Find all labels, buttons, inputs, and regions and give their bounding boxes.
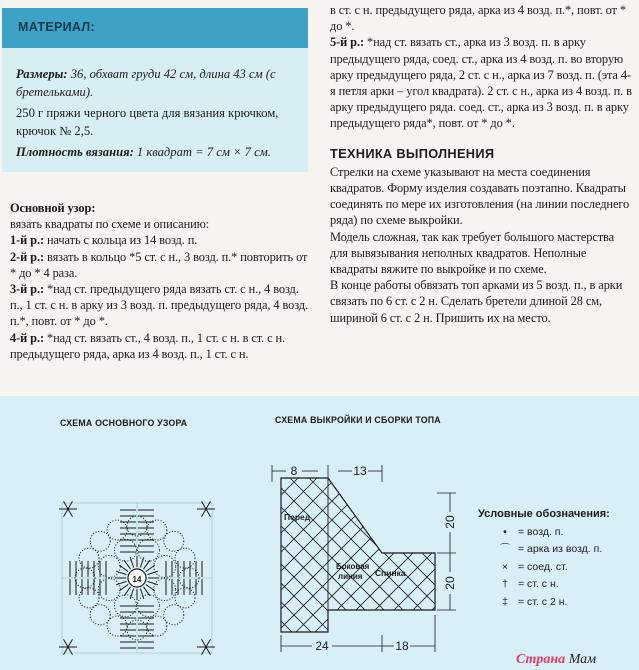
pattern-title: Основной узор:	[10, 201, 96, 215]
pattern-intro: вязать квадраты по схеме и описанию:	[10, 217, 210, 232]
legend-row: † = ст. с н.	[478, 576, 610, 594]
stitch-diagram-title: СХЕМА ОСНОВНОГО УЗОРА	[60, 418, 188, 428]
grid-line	[81, 478, 241, 638]
corner-burst	[68, 509, 73, 517]
row-1: 1-й р.: начать с кольца из 14 возд. п.	[10, 233, 198, 248]
technique-title: ТЕХНИКА ВЫПОЛНЕНИЯ	[330, 145, 495, 161]
legend-arc-icon: ⌒	[499, 543, 511, 555]
corner-burst	[206, 501, 211, 509]
stitch-radial	[124, 560, 130, 569]
sizes-label: Размеры:	[16, 67, 68, 81]
legend-slip-stitch-icon: ×	[501, 560, 509, 573]
corner-burst	[202, 509, 207, 517]
stitch-radial	[116, 581, 126, 584]
grid-line	[214, 478, 374, 638]
row-4-cont: в ст. с н. предыдущего ряда, арка из 4 возд. п.*, повт. от * до *.	[330, 3, 626, 34]
inner-arch	[98, 556, 120, 578]
stitch-radial	[144, 587, 150, 596]
label-side-2: линия	[338, 572, 363, 581]
grid-line	[328, 478, 488, 638]
grid-line	[613, 478, 639, 638]
stitch-diagram	[59, 501, 215, 655]
grid-line	[233, 478, 393, 638]
stitch-radial	[140, 589, 143, 599]
corner-burst	[206, 639, 211, 647]
dim-24: 24	[315, 639, 329, 653]
corner-burst	[206, 647, 211, 655]
corner-burst	[68, 647, 73, 655]
corner-burst	[202, 639, 207, 647]
chain-arch	[147, 520, 167, 540]
inner-arch	[98, 579, 120, 601]
yarn-line: 250 г пряжи черного цвета для вязания крючком, крючок № 2,5.	[16, 106, 279, 138]
technique-p2: Модель сложная, так как требует большого мастерства для вывязывания неполных квадратов. Неполные квадраты вяжите по выкройке и по схеме.	[330, 229, 615, 277]
grid-line	[100, 478, 260, 638]
chain-arch	[107, 616, 127, 636]
label-back: Спинка	[375, 568, 406, 578]
stitch-radial	[144, 560, 150, 569]
inner-arch	[138, 539, 160, 561]
chain-arch	[147, 616, 167, 636]
corner-burst	[64, 639, 69, 647]
legend-chain-icon: •	[503, 525, 507, 538]
grid-line	[81, 478, 241, 638]
corner-burst	[68, 639, 73, 647]
inner-arch	[115, 539, 137, 561]
row-4: 4-й р.: *над ст. вязать ст., 4 возд. п., 1 ст. с н. в ст. с н. предыдущего ряда, арка из 4 возд. п., 1 ст. с н.	[10, 330, 286, 361]
grid-line	[100, 478, 260, 638]
density-label: Плотность вязания:	[16, 145, 134, 160]
grid-line	[632, 478, 639, 638]
corner-burst	[64, 501, 69, 509]
grid-line	[195, 478, 355, 638]
technique-p3: В конце работы обвязать топ арками из 5 возд. п., в арки связать по 6 ст. с 2 н. Сделать бретели длиной 28 см, шириной 6 ст. с 2 н. Пришить их на место.	[330, 278, 623, 325]
row-3: 3-й р.: *над ст. предыдущего ряда вязать ст. с н., 4 возд. п., 1 ст. с н. в арку из 3 возд. п. предыдущего ряда, 4 возд. п.*, повт. от * до *.	[10, 282, 308, 329]
corner-burst	[206, 509, 211, 517]
legend-row: ⌒ = арка из возд. п.	[478, 541, 610, 559]
legend-title: Условные обозначения:	[478, 508, 610, 520]
corner-burst	[202, 501, 207, 509]
watermark: Страна Мам	[516, 652, 597, 667]
row-5: 5-й р.: *над ст. вязать ст., арка из 3 возд. п. в арку предыдущего ряда, соед. ст., арка из 4 возд. п. во вторую арку предыдущего ряда, 2 ст. с н., арка из 7 возд. п. (эта 4-я петля арки – угол квадрата). 2 ст. с н., арка из 4 возд. п. в арку предыдущего ряда. соед. ст., арка из 3 возд. п. в арку предыдущего ряда*, повт. от * до *.	[330, 35, 632, 131]
stitch-radial	[146, 585, 155, 591]
dim-18: 18	[395, 639, 409, 653]
chain-arch	[107, 520, 127, 540]
technique-p1: Стрелки на схеме указывают на места соединения квадратов. Форму изделия создавать поэтапно. Квадраты соединять по мере их изготовления (на линии последнего ряда) по схеме выкройки.	[330, 164, 630, 228]
stitch-radial	[146, 565, 155, 571]
legend-row: • = возд. п.	[478, 524, 610, 542]
stitch-radial	[116, 571, 126, 574]
corner-burst	[64, 509, 69, 517]
chain-arch	[164, 605, 184, 625]
dim-8: 8	[290, 464, 298, 478]
chain-arch	[90, 531, 110, 551]
grid-line	[252, 478, 412, 638]
stitch-radial	[119, 565, 128, 571]
density-value: 1 квадрат = 7 см × 7 см.	[136, 145, 271, 160]
grid-line	[613, 478, 639, 638]
label-side-1: Боковая	[336, 562, 370, 571]
legend-row: ‡ = ст. с 2 н.	[478, 594, 610, 612]
dim-20-bottom: 20	[443, 576, 457, 590]
stitch-center-label: 14	[132, 575, 142, 584]
pattern-diagram-title: СХЕМА ВЫКРОЙКИ И СБОРКИ ТОПА	[275, 415, 441, 425]
corner-burst	[68, 501, 73, 509]
dim-20-top: 20	[443, 515, 457, 529]
pattern-outline	[281, 478, 435, 632]
grid-line	[632, 478, 639, 638]
grid-line	[138, 478, 298, 638]
chain-arch	[164, 531, 184, 551]
sizes-value: 36, обхват груди 42 см, длина 43 см (с бретельками).	[16, 67, 276, 99]
label-front: Перед	[284, 512, 311, 522]
legend	[478, 506, 610, 611]
dim-13: 13	[353, 464, 367, 478]
legend-double-crochet-icon: †	[502, 578, 508, 590]
corner-burst	[64, 647, 69, 655]
chain-arch	[90, 605, 110, 625]
materials-header-text: МАТЕРИАЛ:	[18, 20, 95, 34]
grid-line	[138, 478, 298, 638]
stitch-radial	[119, 585, 128, 591]
row-2: 2-й р.: вязать в кольцо *5 ст. с н., 3 возд. п.* повторить от * до * 4 раза.	[10, 249, 308, 280]
legend-treble-crochet-icon: ‡	[502, 595, 508, 608]
legend-row: × = соед. ст.	[478, 559, 610, 577]
corner-burst	[202, 647, 207, 655]
